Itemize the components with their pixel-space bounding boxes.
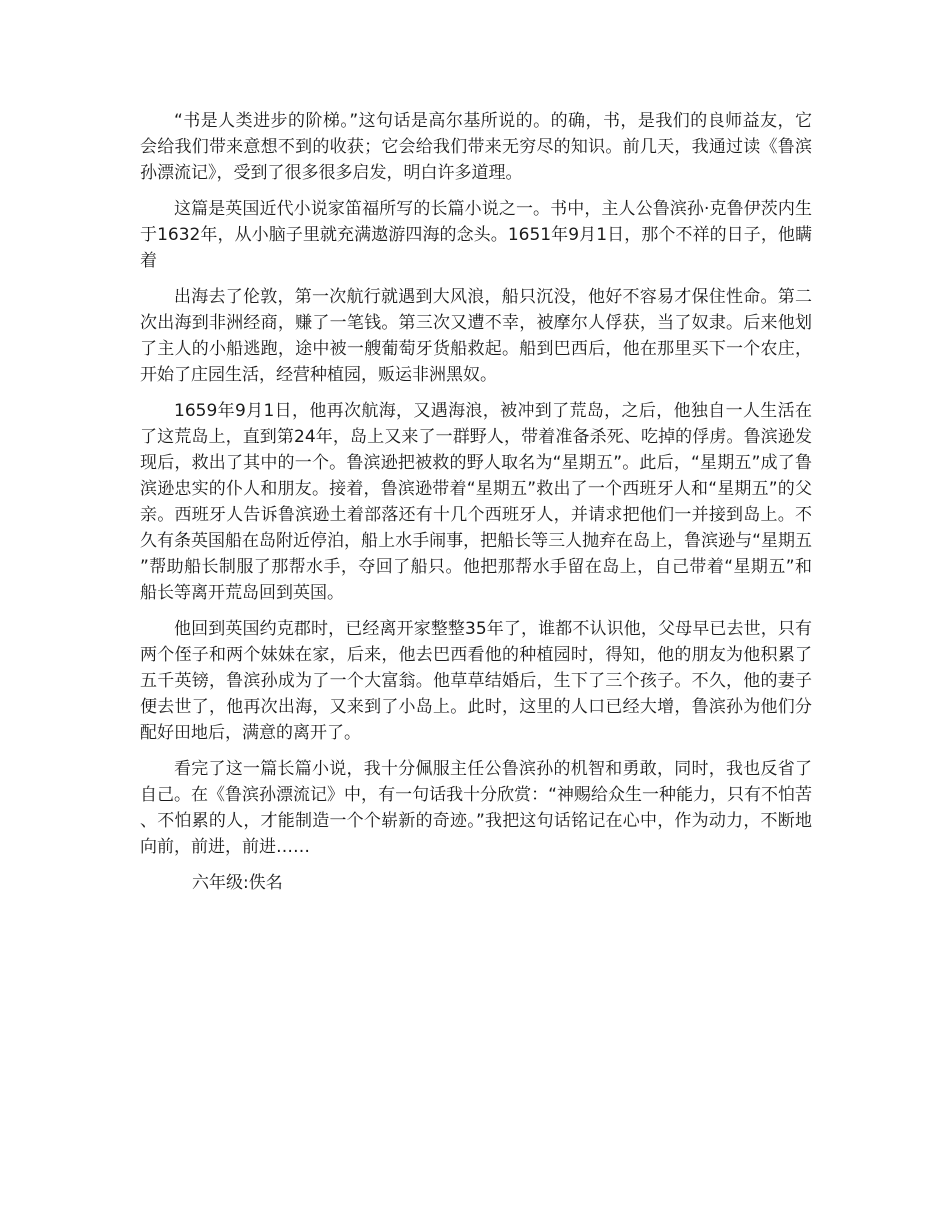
paragraph-author-background: 这篇是英国近代小说家笛福所写的长篇小说之一。书中，主人公鲁滨孙·克鲁伊茨内生于1632年，从小脑子里就充满遨游四海的念头。1651年9月1日，那个不祥的日子，他瞒着 — [140, 199, 812, 271]
author-signature: 六年级:佚名 — [192, 873, 283, 893]
paragraph-early-voyages: 出海去了伦敦，第一次航行就遇到大风浪，船只沉没，他好不容易才保住性命。第二次出海到非洲经商，赚了一笔钱。第三次又遭不幸，被摩尔人俘获，当了奴隶。后来他划了主人的小船逃跑，途中被一艘葡萄牙货船救起。船到巴西后，他在那里买下一个农庄，开始了庄园生活，经营种植园，贩运非洲黑奴。 — [140, 287, 812, 385]
paragraph-return-home: 他回到英国约克郡时，已经离开家整整35年了，谁都不认识他，父母早已去世，只有两个侄子和两个妹妹在家，后来，他去巴西看他的种植园时，得知，他的朋友为他积累了五千英镑，鲁滨孙成为了一个大富翁。他草草结婚后，生下了三个孩子。不久，他的妻子便去世了，他再次出海，又来到了小岛上。此时，这里的人口已经大增，鲁滨孙为他们分配好田地后，满意的离开了。 — [140, 619, 812, 743]
paragraph-intro: “书是人类进步的阶梯。”这句话是高尔基所说的。的确，书，是我们的良师益友，它会给我们带来意想不到的收获；它会给我们带来无穷尽的知识。前几天，我通过读《鲁滨孙漂流记》，受到了很多很多启发，明白许多道理。 — [140, 111, 812, 183]
document-body — [140, 108, 812, 896]
paragraph-reflection: 看完了这一篇长篇小说，我十分佩服主任公鲁滨孙的机智和勇敢，同时，我也反省了自己。在《鲁滨孙漂流记》中，有一句话我十分欣赏：“神赐给众生一种能力，只有不怕苦、不怕累的人，才能制造一个个崭新的奇迹。”我把这句话铭记在心中，作为动力，不断地向前，前进，前进…… — [140, 759, 812, 857]
paragraph-island-life: 1659年9月1日，他再次航海，又遇海浪，被冲到了荒岛，之后，他独自一人生活在了这荒岛上，直到第24年，岛上又来了一群野人，带着准备杀死、吃掉的俘虏。鲁滨逊发现后，救出了其中的一个。鲁滨逊把被救的野人取名为“星期五”。此后，“星期五”成了鲁滨逊忠实的仆人和朋友。接着，鲁滨逊带着“星期五”救出了一个西班牙人和“星期五”的父亲。西班牙人告诉鲁滨逊土着部落还有十几个西班牙人，并请求把他们一并接到岛上。不久有条英国船在岛附近停泊，船上水手闹事，把船长等三人抛弃在岛上，鲁滨逊与“星期五”帮助船长制服了那帮水手，夺回了船只。他把那帮水手留在岛上，自己带着“星期五”和船长等离开荒岛回到英国。 — [140, 401, 812, 603]
